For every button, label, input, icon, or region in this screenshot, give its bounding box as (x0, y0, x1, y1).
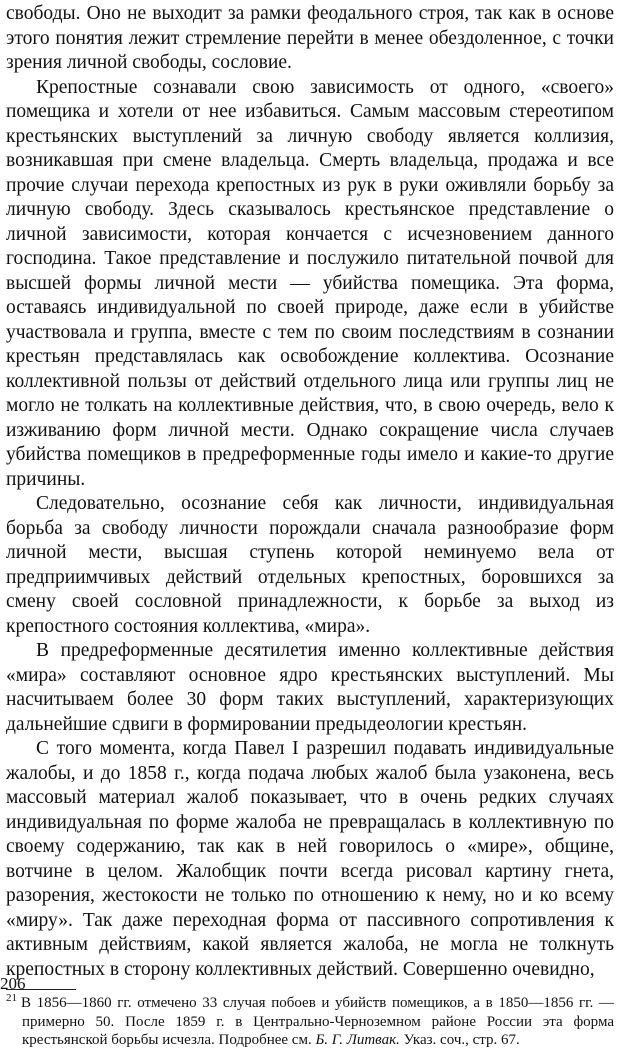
footnote-text-before: В 1856—1860 гг. отмечено 33 случая побоев и убийств помещиков, а в 1850—1856 гг. — примерно 50. После 1859 г. в Центрально-Черноземном районе России эта форма крестьянской борьбы исчезла. Подробнее см. (21, 995, 614, 1048)
footnote-text-after: Указ. соч., стр. 67. (399, 1032, 520, 1048)
paragraph-1: свободы. Оно не выходит за рамки феодального строя, так как в основе этого понятия лежит стремление перейти в менее обездоленное, с точки зрения личной свободы, сословие. (6, 3, 614, 73)
paragraph-2: Крепостные сознавали свою зависимость от одного, «своего» помещика и хотели от нее избавиться. Самым массовым стереотипом крестьянских выступлений за личную свободу является коллизия, возникавшая при смене владельца. Смерть владельца, продажа и все прочие случаи перехода крепостных из рук в руки оживляли борьбу за личную свободу. Здесь сказывалось крестьянское представление о личной зависимости, которая кончается с исчезновением данного господина. Такое представление и послужило питательной почвой для высшей формы личной мести — убийства помещика. Эта форма, оставаясь индивидуальной по своей природе, даже если в убийстве участвовала и группа, вместе с тем по своим последствиям в сознании крестьян представлялась как освобождение коллектива. Осознание коллективной пользы от действий отдельного лица или группы лиц не могло не толкать на коллективные действия, что, в свою очередь, вело к изживанию форм личной мести. Однако сокращение числа случаев убийства помещиков в предреформенные годы имело и какие-то другие причины. (6, 76, 614, 490)
page-number: 206 (0, 974, 26, 993)
paragraph-4: В предреформенные десятилетия именно коллективные действия «мира» составляют основное ядро крестьянских выступлений. Мы насчитываем более 30 форм таких выступлений, характеризующих дальнейшие сдвиги в формировании предыдеологии крестьян. (6, 640, 614, 735)
paragraph-5: С того момента, когда Павел I разрешил подавать индивидуальные жалобы, и до 1858 г., когда подача любых жалоб была узаконена, весь массовый материал жалоб показывает, что в очень редких случаях индивидуальная по форме жалоба не превращалась в коллективную по своему содержанию, так как в ней говорилось о «мире», общине, вотчине в целом. Жалобщик почти всегда рисовал картину гнета, разорения, жестокости не только по отношению к нему, но и ко всему «миру». Так даже переходная форма от пассивного сопротивления к активным действиям, какой является жалоба, не могла не толкнуть крепостных в сторону коллективных действий. Совершенно очевидно, (6, 738, 614, 980)
footnote-number: 21 (6, 992, 17, 1004)
paragraph-3: Следовательно, осознание себя как личности, индивидуальная борьба за свободу личности порождали сначала разнообразие форм личной мести, высшая ступень которой неминуемо вела от предприимчивых действий отдельных крепостных, боровшихся за смену своей сословной принадлежности, к борьбе за выход из крепостного состояния коллектива, «мира». (6, 493, 614, 637)
footnote (6, 994, 614, 1050)
body-text (6, 2, 614, 982)
footnote-author: Б. Г. Литвак. (315, 1032, 400, 1048)
book-page (6, 2, 614, 1050)
